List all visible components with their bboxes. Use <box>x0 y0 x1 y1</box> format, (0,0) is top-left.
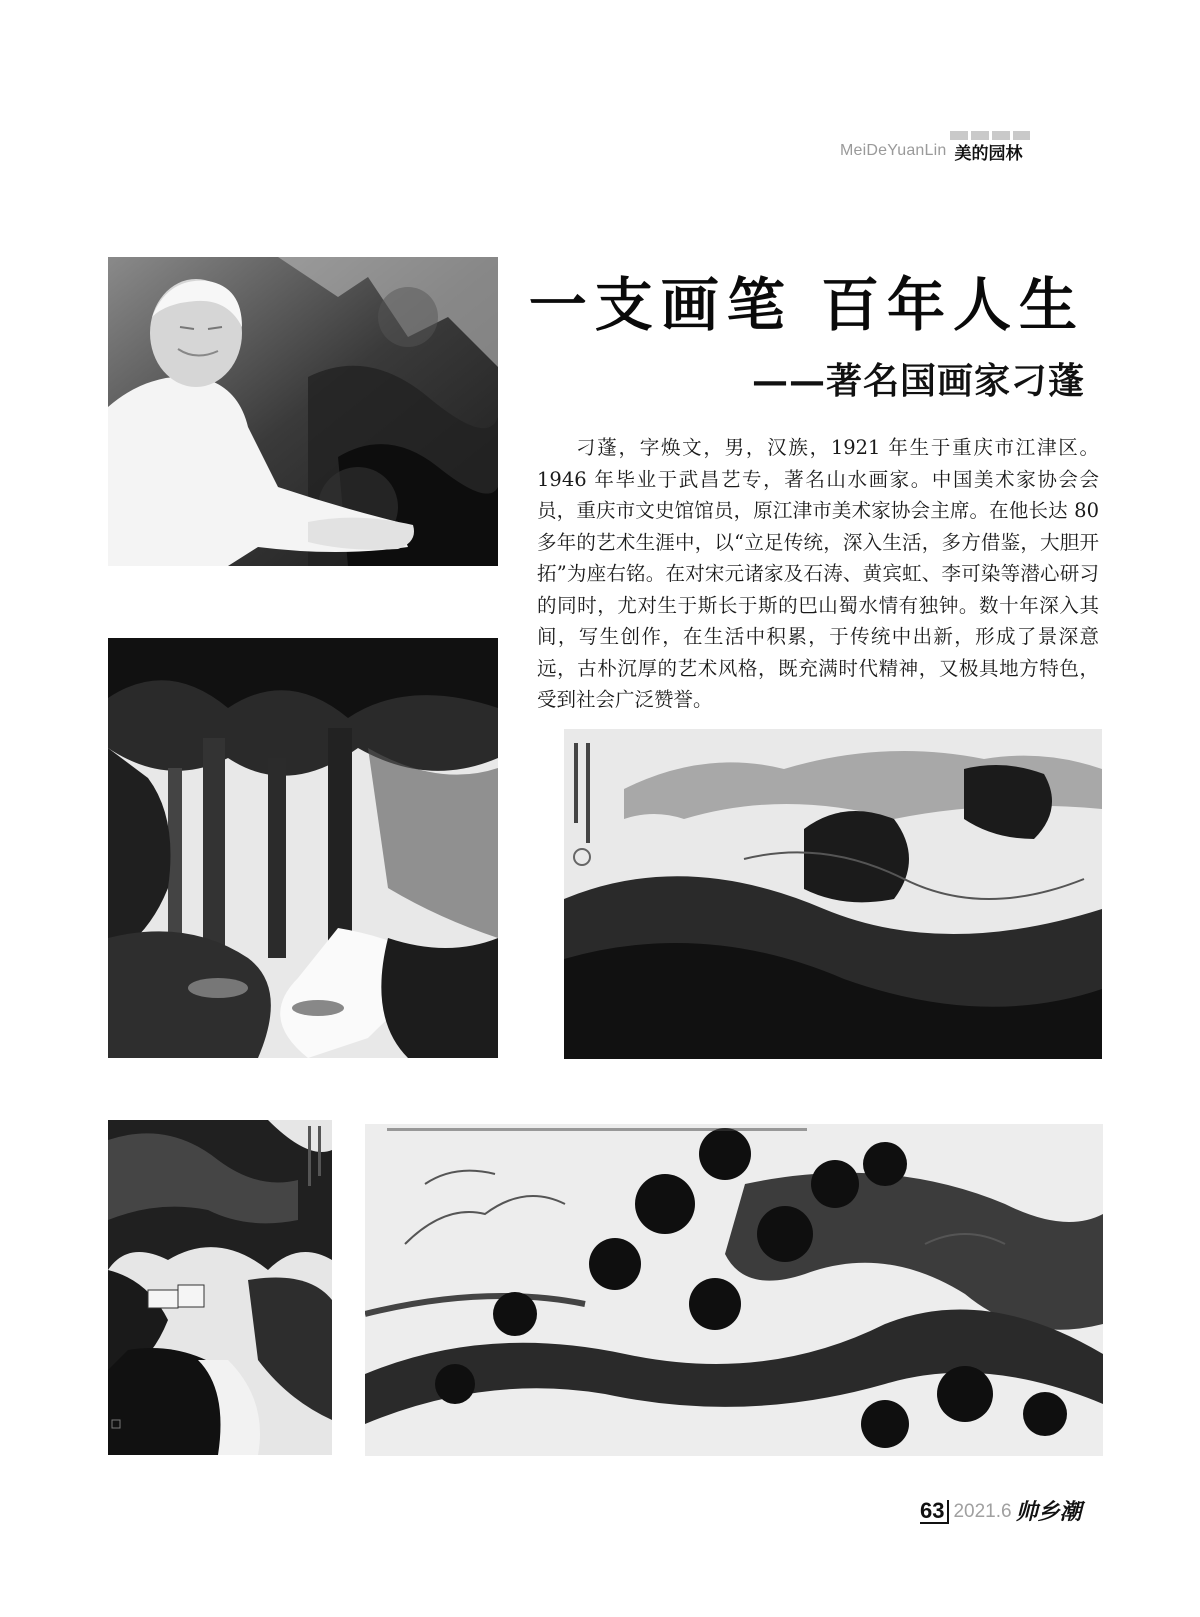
issue-date: 2021.6 <box>953 1501 1012 1522</box>
artist-portrait-photo <box>108 257 498 566</box>
page-number: 63 <box>920 1500 949 1524</box>
mountain-village-painting <box>108 1120 332 1455</box>
pine-plum-painting <box>365 1124 1103 1456</box>
forest-landscape-painting <box>108 638 498 1058</box>
header-decoration-blocks <box>950 131 1030 140</box>
section-header <box>840 138 1024 164</box>
cliff-landscape-painting <box>564 729 1102 1059</box>
artist-biography: 刁蓬，字焕文，男，汉族，1921 年生于重庆市江津区。1946 年毕业于武昌艺专，著名山水画家。中国美术家协会会员，重庆市文史馆馆员，原江津市美术家协会主席。在他长达 80 多年的艺术生涯中，以“立足传统，深入生活，多方借鉴，大胆开拓”为座右铭。在对宋元诸家及石涛、黄宾虹、李可染等潜心研习的同时，尤对生于斯长于斯的巴山蜀水情有独钟。数十年深入其间，写生创作，在生活中积累，于传统中出新，形成了景深意远，古朴沉厚的艺术风格，既充满时代精神，又极具地方特色，受到社会广泛赞誉。 <box>537 436 1099 711</box>
magazine-name: 帅乡潮 <box>1015 1499 1082 1525</box>
article-subtitle: ——著名国画家刁蓬 <box>751 360 1085 402</box>
page-footer <box>920 1500 1082 1524</box>
section-latin-name: MeiDeYuanLin <box>840 142 947 159</box>
section-chinese-name <box>952 139 1024 164</box>
section-chinese-label: 美的园林 <box>954 143 1023 164</box>
article-title: 一支画笔 百年人生 <box>528 271 1085 339</box>
